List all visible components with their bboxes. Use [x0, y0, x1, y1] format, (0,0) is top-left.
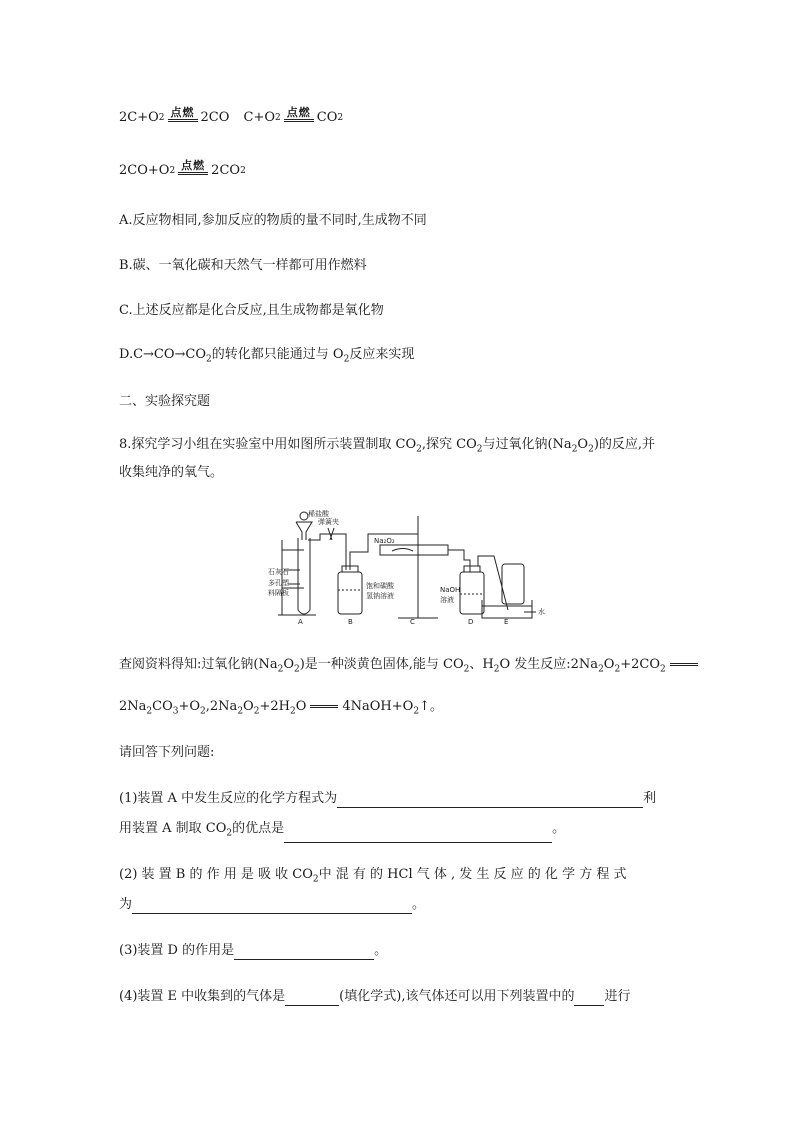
- question-8-line-2: 收集纯净的氧气。: [119, 465, 224, 480]
- question-1-line-1: (1)装置 A 中发生反应的化学方程式为 利: [119, 791, 657, 806]
- label-E: E: [504, 618, 509, 626]
- equal-sign: [310, 705, 338, 708]
- label-naoh-1: NaOH: [440, 586, 461, 594]
- equation-1: 2C+O 2 点燃 2CO: [119, 106, 230, 125]
- label-na2o2: Na₂O₂: [374, 537, 395, 545]
- label-plate-2: 料隔板: [268, 589, 289, 597]
- equal-sign: [670, 663, 698, 666]
- question-4: (4)装置 E 中收集到的气体是 (填化学式),该气体还可以用下列装置中的 进行: [119, 989, 631, 1004]
- apparatus-figure: [268, 510, 553, 626]
- answer-blank-1b[interactable]: [284, 828, 552, 843]
- question-2-line-1: (2) 装 置 B 的 作 用 是 吸 收 $CO_2$中 混 有 的 HCl 气 体 , 发 生 反 应 的 化 学 方 程 式: [119, 867, 627, 885]
- answer-prompt: 请回答下列问题:: [119, 745, 215, 760]
- label-B: B: [348, 618, 353, 626]
- equations-row-2: [119, 160, 246, 180]
- option-c: C.上述反应都是化合反应,且生成物都是氧化物: [119, 303, 384, 318]
- label-clip: 弹簧夹: [318, 518, 339, 526]
- label-D: D: [468, 618, 474, 626]
- question-8-line-1: 8.探究学习小组在实验室中用如图所示装置制取 $CO_2$,探究 $CO_2$与过氧化钠$(Na_2O_2)$的反应,并: [119, 437, 656, 455]
- option-d: $D.C\to CO\to CO_2$的转化都只能通过与 $O_2$反应来实现: [119, 347, 415, 365]
- condition-ignite: 点燃: [168, 107, 198, 127]
- label-A: A: [298, 618, 303, 626]
- option-a: A.反应物相同,参加反应的物质的量不同时,生成物不同: [119, 213, 427, 228]
- question-1-line-2: 用装置 A 制取 $CO_2$的优点是 。: [119, 820, 565, 843]
- info-line-1: 查阅资料得知:过氧化钠$(Na_2O_2)$是一种淡黄色固体,能与 $CO_2$、$H_2O$ 发生反应$:2Na_2O_2+2CO_2$: [119, 656, 702, 679]
- label-nahco3-1: 饱和碳酸: [366, 582, 394, 590]
- condition-ignite: 点燃: [178, 160, 208, 180]
- answer-blank-3[interactable]: [234, 945, 374, 960]
- label-water: 水: [538, 608, 545, 616]
- question-2-line-2: 为 。: [119, 897, 426, 912]
- answer-blank-4b[interactable]: [574, 991, 604, 1006]
- equations-row-1: [119, 107, 343, 127]
- label-naoh-2: 溶液: [440, 596, 454, 604]
- answer-blank-1a[interactable]: [337, 793, 643, 808]
- option-b: B.碳、一氧化碳和天然气一样都可用作燃料: [119, 258, 367, 273]
- answer-blank-2[interactable]: [132, 899, 412, 914]
- info-line-2: $2Na_2CO_3+O_2,2Na_2O_2+2H_2O$ $4NaOH+O_2↑$。: [119, 699, 443, 717]
- apparatus-diagram: [268, 510, 553, 626]
- label-acid: 稀盐酸: [308, 510, 329, 518]
- condition-ignite: 点燃: [284, 107, 314, 127]
- label-nahco3-2: 氢钠溶液: [366, 592, 394, 600]
- label-C: C: [410, 618, 415, 626]
- section-title: 二、实验探究题: [119, 394, 211, 409]
- label-limestone: 石灰石: [268, 568, 289, 576]
- equation-3: 2CO+O 2 点燃 2CO 2: [119, 159, 246, 178]
- answer-blank-4a[interactable]: [285, 991, 339, 1006]
- question-3: (3)装置 D 的作用是 。: [119, 943, 388, 958]
- equation-2: C+O 2 点燃 CO 2: [243, 106, 344, 125]
- label-plate-1: 多孔塑: [268, 579, 289, 587]
